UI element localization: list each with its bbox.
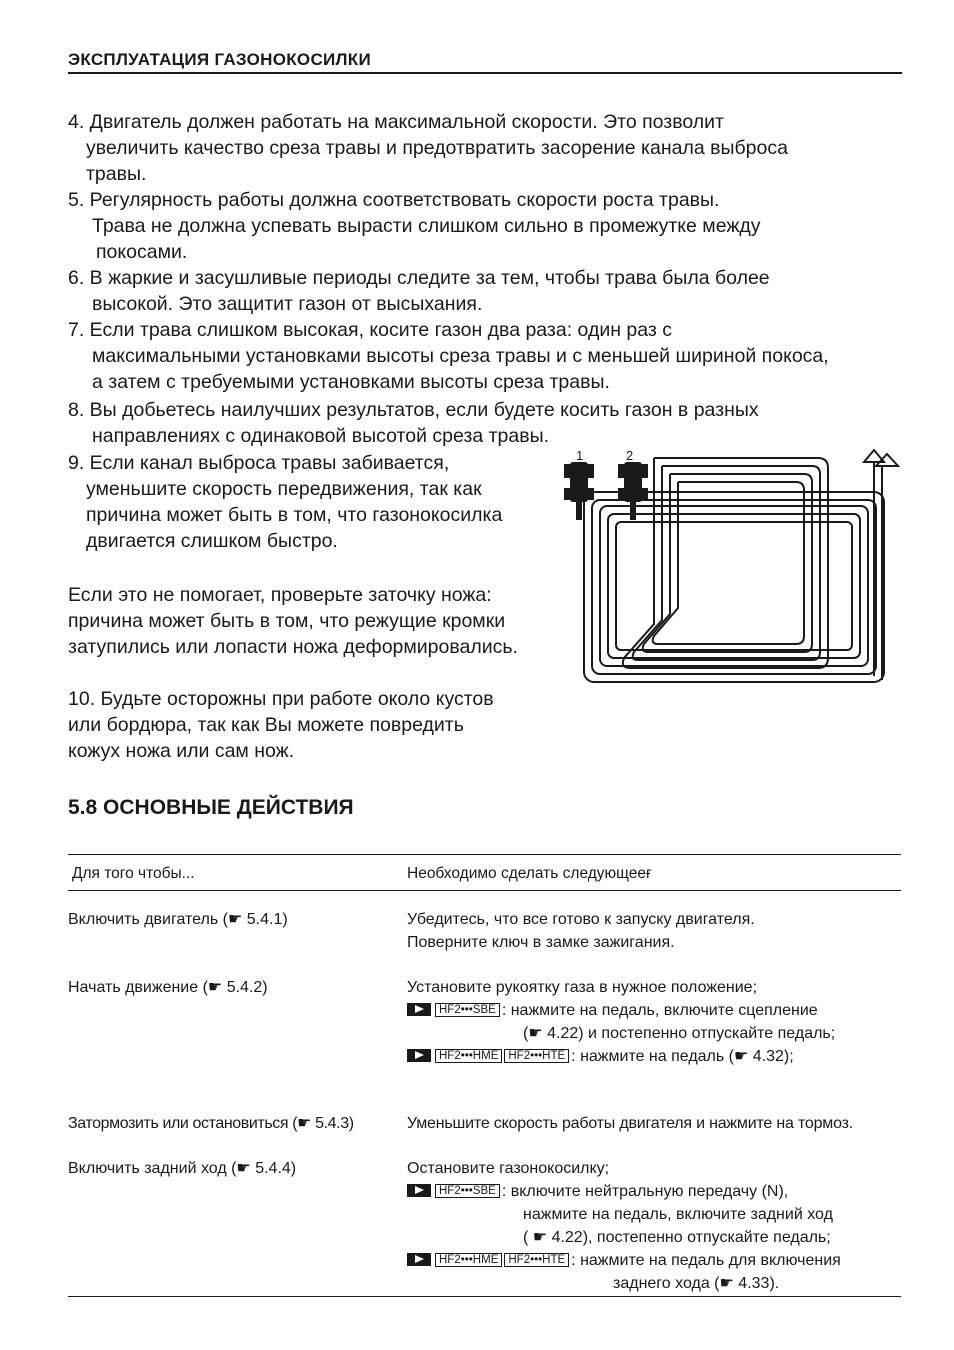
mowing-pattern-diagram — [556, 444, 906, 694]
instruction-text: : нажмите на педаль, включите сцепление — [501, 1002, 818, 1019]
instruction-text: : нажмите на педаль (☛ 4.32); — [571, 1048, 794, 1065]
path-outline — [592, 500, 876, 674]
page-header: ЭКСПЛУАТАЦИЯ ГАЗОНОКОСИЛКИ — [68, 50, 902, 74]
instruction-line — [407, 999, 835, 1022]
list-item-4 — [68, 109, 788, 187]
instruction-line: Убедитесь, что все готово к запуску двигателя. — [407, 911, 755, 928]
table-row-instructions — [407, 908, 755, 954]
item-line: двигается слишком быстро. — [86, 530, 338, 552]
table-row-action: Включить задний ход (☛ 5.4.4) — [68, 1160, 297, 1177]
diagram-label-2: 2 — [626, 448, 634, 463]
paragraph-line: причина может быть в том, что режущие кромки — [68, 610, 506, 632]
item-line: травы. — [86, 163, 147, 185]
item-line: 6. В жаркие и засушливые периоды следите за тем, чтобы трава была более — [68, 267, 770, 289]
item-line: 5. Регулярность работы должна соответствовать скорости роста травы. — [68, 189, 720, 211]
table-header-col1: Для того чтобы... — [72, 865, 195, 882]
instruction-line: заднего хода (☛ 4.33). — [613, 1275, 780, 1292]
item-line: 10. Будьте осторожны при работе около кустов — [68, 688, 494, 710]
path-outline — [608, 514, 860, 658]
item-line: максимальными установками высоты среза травы и с меньшей шириной покоса, — [92, 345, 829, 367]
section-title: 5.8 ОСНОВНЫЕ ДЕЙСТВИЯ — [68, 796, 354, 819]
mower-icon — [564, 462, 594, 520]
table-top-rule — [68, 854, 901, 855]
table-row-instructions — [407, 976, 835, 1068]
item-line: покосами. — [96, 241, 188, 263]
paragraph-line: затупились или лопасти ножа деформировались. — [68, 636, 518, 658]
model-tag: HF2•••SBE — [435, 1184, 500, 1198]
model-tag: HF2•••HME — [435, 1253, 502, 1267]
instruction-text: : нажмите на педаль для включения — [571, 1252, 841, 1269]
instruction-line: нажмите на педаль, включите задний ход — [523, 1206, 833, 1223]
list-item-10 — [68, 686, 494, 764]
model-tag: HF2•••HTE — [504, 1049, 569, 1063]
item-line: Трава не должна успевать вырасти слишком сильно в промежутке между — [92, 215, 761, 237]
instruction-line: ( ☛ 4.22), постепенно отпускайте педаль; — [523, 1229, 831, 1246]
mower-icon — [618, 462, 648, 520]
instruction-line: (☛ 4.22) и постепенно отпускайте педаль; — [523, 1025, 836, 1042]
table-row-instructions — [407, 1112, 853, 1135]
table-bottom-rule — [68, 1296, 901, 1297]
item-line: уменьшите скорость передвижения, так как — [86, 478, 482, 500]
item-line: 4. Двигатель должен работать на максимальной скорости. Это позволит — [68, 111, 724, 133]
model-tag: HF2•••HME — [435, 1049, 502, 1063]
item-line: причина может быть в том, что газонокосилка — [86, 504, 503, 526]
model-tag: HF2•••SBE — [435, 1003, 500, 1017]
item-line: кожух ножа или сам нож. — [68, 740, 295, 762]
list-item-5 — [68, 187, 761, 265]
instruction-line: Остановите газонокосилку; — [407, 1160, 610, 1177]
instruction-line — [407, 1249, 841, 1272]
arrow-right-icon — [407, 1049, 431, 1062]
instruction-line: Установите рукоятку газа в нужное положение; — [407, 979, 758, 996]
diagram-label-1: 1 — [576, 448, 584, 463]
instruction-line: Поверните ключ в замке зажигания. — [407, 934, 675, 951]
instruction-line: Уменьшите скорость работы двигателя и нажмите на тормоз. — [407, 1115, 853, 1132]
path-outline — [633, 466, 820, 660]
item-line: 8. Вы добьетесь наилучших результатов, если будете косить газон в разных — [68, 399, 759, 421]
instruction-line — [407, 1045, 835, 1068]
list-item-7 — [68, 317, 829, 395]
item-line: направлениях с одинаковой высотой среза травы. — [92, 425, 550, 447]
arrow-right-icon — [407, 1184, 431, 1197]
paragraph-line: Если это не помогает, проверьте заточку ножа: — [68, 584, 492, 606]
table-row-instructions — [407, 1157, 841, 1295]
instruction-text: : включите нейтральную передачу (N), — [501, 1183, 789, 1200]
instruction-line — [407, 1180, 841, 1203]
item-line: или бордюра, так как Вы можете повредить — [68, 714, 464, 736]
table-row-action: Начать движение (☛ 5.4.2) — [68, 979, 268, 996]
model-tag: HF2•••HTE — [504, 1253, 569, 1267]
list-item-6 — [68, 265, 770, 317]
list-item-8 — [68, 397, 759, 449]
arrow-right-icon — [407, 1003, 431, 1016]
item-line: увеличить качество среза травы и предотвратить засорение канала выброса — [86, 137, 788, 159]
table-row-action: Затормозить или остановиться (☛ 5.4.3) — [68, 1115, 354, 1132]
table-header-col2: Необходимо сделать следующееғ — [407, 865, 652, 882]
item-line: 7. Если трава слишком высокая, косите газон два раза: один раз с — [68, 319, 673, 341]
knife-paragraph — [68, 582, 518, 660]
table-header-rule — [68, 890, 901, 891]
item-line: 9. Если канал выброса травы забивается, — [68, 452, 450, 474]
table-row-action: Включить двигатель (☛ 5.4.1) — [68, 911, 288, 928]
item-line: а затем с требуемыми установками высоты среза травы. — [92, 371, 610, 393]
arrow-right-icon — [407, 1253, 431, 1266]
item-line: высокой. Это защитит газон от высыхания. — [92, 293, 483, 315]
list-item-9 — [68, 450, 502, 554]
